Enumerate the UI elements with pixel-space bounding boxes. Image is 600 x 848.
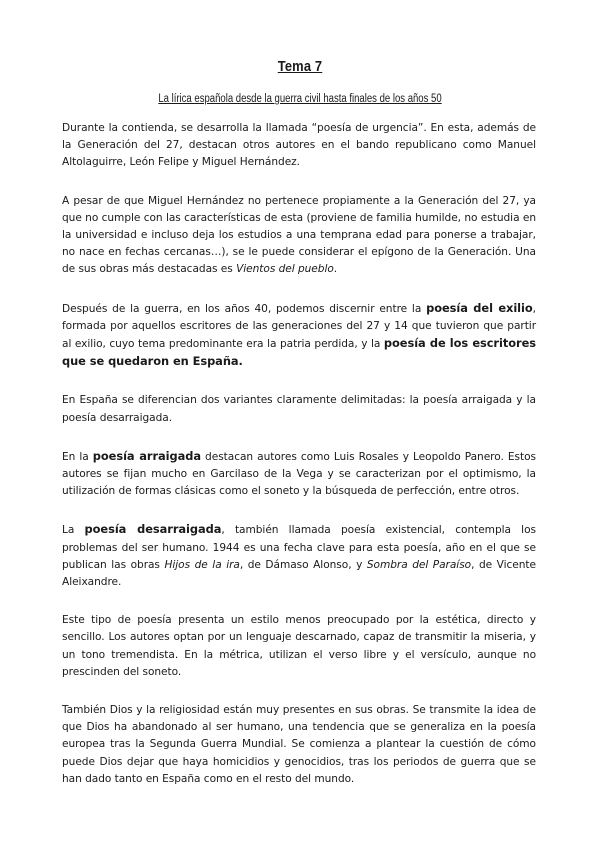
bold-term: poesía arraigada [92, 448, 201, 463]
paragraph-text: , de Vicente Aleixandre. [62, 558, 537, 589]
paragraph-miguel-hernandez [62, 193, 536, 279]
paragraph-poesia-urgencia [62, 120, 536, 172]
paragraph-text: Este tipo de poesía presenta un estilo menos preocupado por la estética, directo y sencillo. Los autores optan por un lenguaje descarnado, capaz de transmitir la miseria, y un tono tremendista. En la métrica, utilizan el verso libre y el versículo, aunque no prescinden del soneto. [62, 614, 536, 678]
paragraph-estilo [62, 612, 536, 681]
paragraph-poesia-desarraigada [62, 521, 536, 591]
paragraph-poesia-arraigada [62, 448, 536, 501]
work-title-italic: Hijos de la ira [164, 558, 240, 571]
paragraph-dos-variantes [62, 392, 536, 426]
bold-term: poesía de los escritores que se quedaron en España. [62, 336, 536, 369]
paragraph-dios-religiosidad [62, 702, 536, 788]
page-subtitle: La lírica española desde la guerra civil hasta finales de los años 50 [158, 93, 442, 105]
paragraph-text: , formada por aquellos escritores de las generaciones del 27 y 14 que tuvieron que partir al exilio, cuyo tema predominante era la patria perdida, y la [62, 302, 536, 351]
paragraph-text: También Dios y la religiosidad están muy presentes en sus obras. Se transmite la idea de que Dios ha abandonado al ser humano, una tendencia que se generaliza en la poesía europea tras la Segunda Guerra Mundial. Se comienza a plantear la cuestión de cómo puede Dios dejar que haya homicidios y genocidios, tras los periodos de guerra que se han dado tanto en España como en el resto del mundo. [62, 704, 536, 785]
paragraph-text: Durante la contienda, se desarrolla la llamada “poesía de urgencia”. En esta, además de la Generación del 27, destacan otros autores en el bando republicano como Manuel Altolaguirre, León Felipe y Miguel Hernández. [62, 122, 536, 169]
paragraph-text: En la [62, 450, 93, 463]
paragraph-text: , de Dámaso Alonso, y [239, 558, 367, 571]
paragraph-text: A pesar de que Miguel Hernández no pertenece propiamente a la Generación del 27, ya que no cumple con las características de esta (proviene de familia humilde, no estudia en la universidad e incluso deja los estudios a una temprana edad para ponerse a trabajar, no nace en fechas cercanas…), se le puede considerar el epígono de la Generación. Una de sus obras más destacadas es [62, 194, 536, 276]
work-title-italic: Vientos del pueblo [236, 263, 334, 276]
paragraph-text: . [333, 263, 338, 276]
bold-term: poesía desarraigada [84, 522, 222, 537]
paragraph-text: La [62, 524, 85, 537]
paragraph-text: destacan autores como Luis Rosales y Leopoldo Panero. Estos autores se fijan mucho en Garcilaso de la Vega y se caracterizan por el optimismo, la utilización de formas clásicas como el soneto y la búsqueda de perfección, entre otros. [62, 450, 536, 498]
bold-term: poesía del exilio [426, 300, 533, 315]
page-title: Tema 7 [277, 58, 323, 75]
paragraph-text: Después de la guerra, en los años 40, podemos discernir entre la [62, 302, 427, 315]
paragraph-posguerra [62, 300, 536, 372]
paragraph-text: , también llamada poesía existencial, contempla los problemas del ser humano. 1944 es una fecha clave para esta poesía, año en el que se publican las obras [62, 524, 536, 571]
paragraph-text: En España se diferencian dos variantes claramente delimitadas: la poesía arraigada y la poesía desarraigada. [62, 394, 536, 424]
work-title-italic: Sombra del Paraíso [366, 558, 472, 571]
document-body [62, 120, 536, 809]
